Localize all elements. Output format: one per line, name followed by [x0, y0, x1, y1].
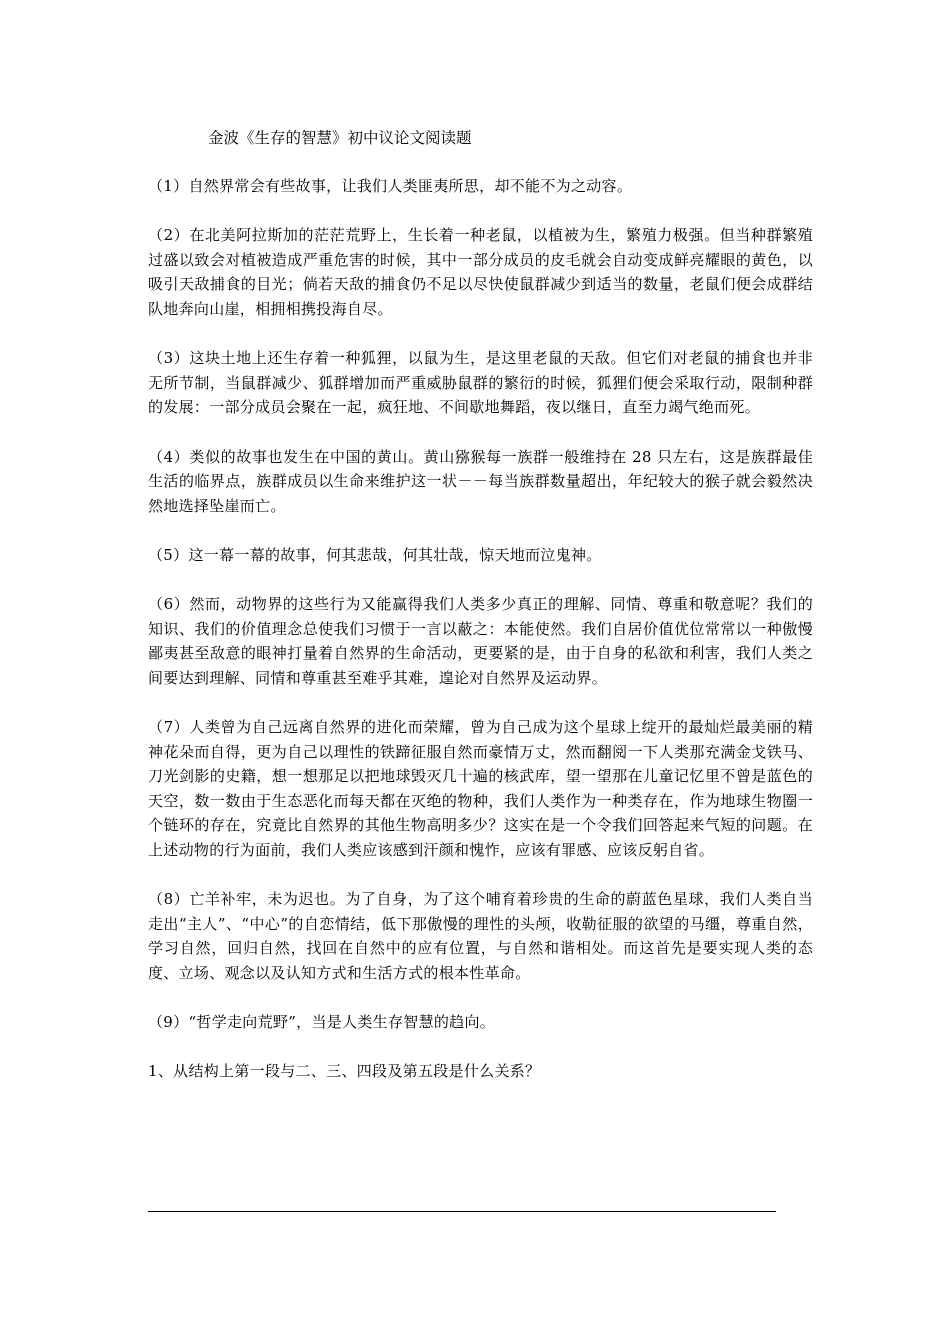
paragraph-8: （8）亡羊补牢，未为迟也。为了自身，为了这个哺育着珍贵的生命的蔚蓝色星球，我们人类自当走出“主人”、“中心”的自恋情结，低下那傲慢的理性的头颅，收勒征服的欲望的马缰，尊重自然，学习自然，回归自然，找回在自然中的应有位置，与自然和谐相处。而这首先是要实现人类的态度、立场、观念以及认知方式和生活方式的根本性革命。 [148, 890, 813, 982]
paragraph-1: （1）自然界常会有些故事，让我们人类匪夷所思，却不能不为之动容。 [148, 177, 633, 195]
paragraph-9: （9）“哲学走向荒野”，当是人类生存智慧的趋向。 [148, 1013, 496, 1032]
paragraph-7: （7）人类曾为自己远离自然界的进化而荣耀，曾为自己成为这个星球上绽开的最灿烂最美丽的精神花朵而自得，更为自己以理性的铁蹄征服自然而豪情万丈，然而翻阅一下人类那充满金戈铁马、刀光剑影的史籍，想一想那足以把地球毁灭几十遍的核武库，望一望那在儿童记忆里不曾是蓝色的天空，数一数由于生态恶化而每天都在灭绝的物种，我们人类作为一种类存在，作为地球生物圈一个链环的存在，究竟比自然界的其他生物高明多少？这实在是一个令我们回答起来气短的问题。在上述动物的行为面前，我们人类应该感到汗颜和愧怍，应该有罪感、应该反躬自省。 [148, 718, 813, 860]
paragraph-6: （6）然而，动物界的这些行为又能赢得我们人类多少真正的理解、同情、尊重和敬意呢？我们的知识、我们的价值理念总使我们习惯于一言以蔽之：本能使然。我们自居价值优位常常以一种傲慢鄙夷甚至敌意的眼神打量着自然界的生命活动，更要紧的是，由于自身的私欲和利害，我们人类之间要达到理解、同情和尊重甚至难乎其难，遑论对自然界及运动界。 [148, 595, 813, 687]
paragraph-5: （5）这一幕一幕的故事，何其悲哉，何其壮哉，惊天地而泣鬼神。 [148, 545, 602, 564]
paragraph-3: （3）这块土地上还生存着一种狐狸，以鼠为生，是这里老鼠的天敌。但它们对老鼠的捕食也并非无所节制，当鼠群减少、狐群增加而严重威胁鼠群的繁衍的时候，狐狸们便会采取行动，限制种群的发展：一部分成员会聚在一起，疯狂地、不间歇地舞蹈，夜以继日，直至力竭气绝而死。 [148, 349, 813, 417]
article-body [148, 174, 813, 1109]
paragraph-4: （4）类似的故事也发生在中国的黄山。黄山猕猴每一族群一般维持在 28 只左右，这是族群最佳生活的临界点，族群成员以生命来维护这一状－－每当族群数量超出，年纪较大的猴子就会毅然决然地选择坠崖而亡。 [148, 447, 813, 515]
answer-blank-line [148, 1211, 776, 1212]
question-1: 1、从结构上第一段与二、三、四段及第五段是什么关系？ [148, 1062, 541, 1081]
document-title: 金波《生存的智慧》初中议论文阅读题 [208, 129, 472, 147]
paragraph-2: （2）在北美阿拉斯加的茫茫荒野上，生长着一种老鼠，以植被为生，繁殖力极强。但当种群繁殖过盛以致会对植被造成严重危害的时候，其中一部分成员的皮毛就会自动变成鲜亮耀眼的黄色，以吸引天敌捕食的目光；倘若天敌的捕食仍不足以尽快使鼠群减少到适当的数量，老鼠们便会成群结队地奔向山崖，相拥相携投海自尽。 [148, 226, 813, 318]
